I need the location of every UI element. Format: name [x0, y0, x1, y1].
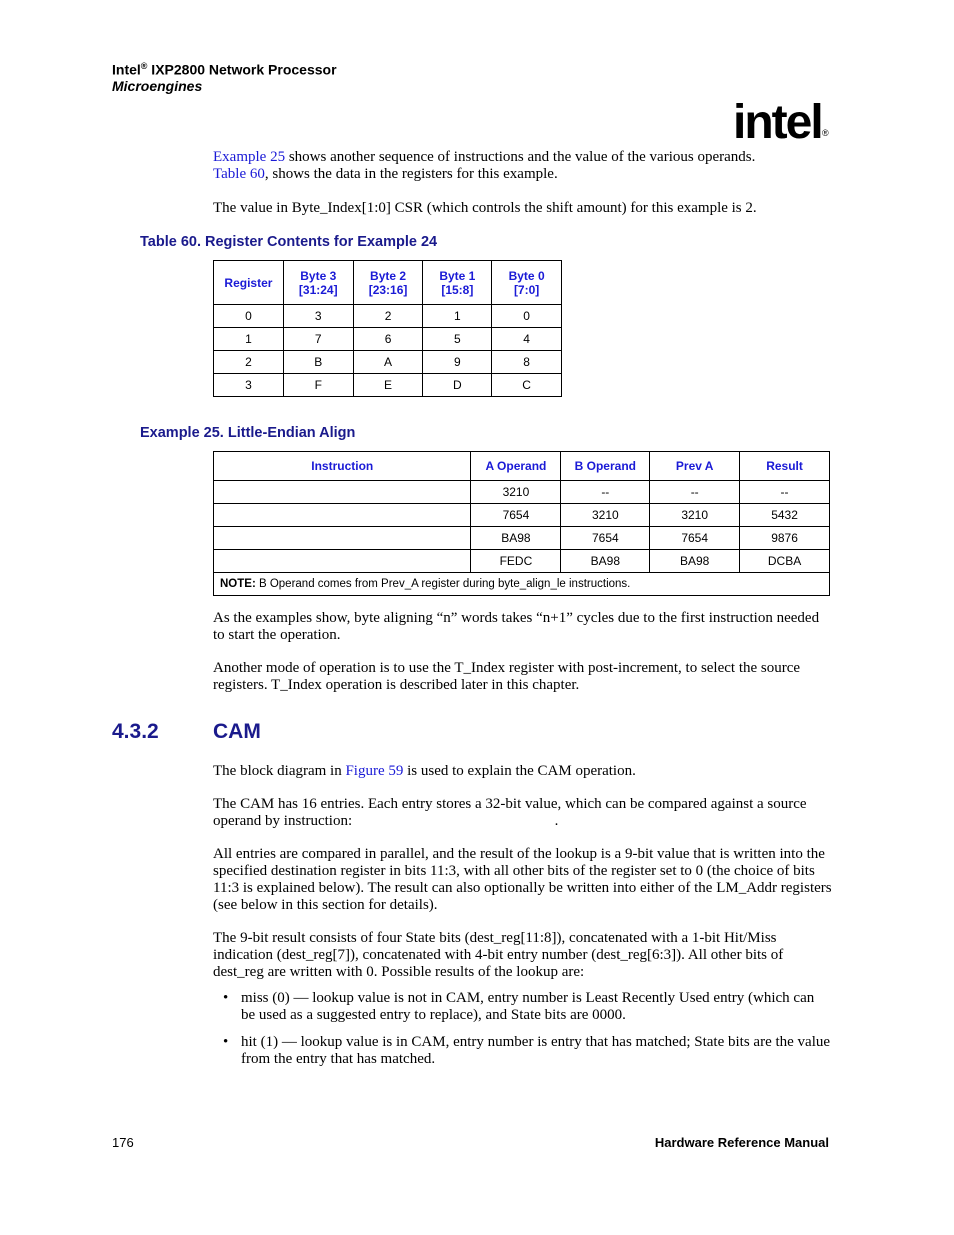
table-row: [214, 374, 562, 397]
table-row: [214, 527, 830, 550]
register-contents-table: [213, 260, 562, 397]
table-cell: 7654: [561, 527, 650, 550]
table-cell: BA98: [561, 550, 650, 573]
table-cell: 7654: [650, 527, 740, 550]
table-cell: DCBA: [740, 550, 830, 573]
bullet-marker: •: [223, 990, 229, 1006]
table-cell: 2: [353, 305, 423, 328]
table-cell: 5: [423, 328, 492, 351]
bullet-marker: •: [223, 1034, 229, 1050]
table-row: [214, 504, 830, 527]
col-header-byte1: Byte 1 [15:8]: [423, 261, 492, 305]
col-header-a-operand: A Operand: [471, 452, 561, 481]
table-cell: 9: [423, 351, 492, 374]
registered-mark: ®: [140, 61, 148, 71]
figure-59-link[interactable]: Figure 59: [345, 763, 404, 779]
table-cell: 1: [423, 305, 492, 328]
document-product-title: [112, 61, 337, 78]
page-number: 176: [112, 1135, 134, 1150]
intro-text-2: , shows the data in the registers for this example.: [264, 166, 558, 182]
table-row: [214, 305, 562, 328]
col-header-register: Register: [214, 261, 284, 305]
little-endian-align-table: [213, 451, 830, 596]
table-cell: --: [650, 481, 740, 504]
col-header-b-operand: B Operand: [561, 452, 650, 481]
table-cell: 0: [214, 305, 284, 328]
instruction-cell: [214, 550, 471, 573]
parallel-compare-paragraph: All entries are compared in parallel, and the result of the lookup is a 9-bit value that is written into the specified destination register in bits 11:3, with all other bits of the register set to 0 (the choice of bits 11:3 is explained below). The result can also optionally be written into either of the LM_Addr registers (see below in this section for details).: [213, 846, 832, 913]
t-index-paragraph: Another mode of operation is to use the T_Index register with post-increment, to select the source registers. T_Index operation is described later in this chapter.: [213, 660, 801, 693]
section-title: CAM: [213, 720, 261, 743]
intel-logo: [733, 92, 833, 152]
table-cell: 3210: [561, 504, 650, 527]
intro-paragraph: [213, 149, 833, 183]
table-cell: 3: [283, 305, 353, 328]
example-header-row: [214, 452, 830, 481]
table-60-caption: Table 60. Register Contents for Example 24: [140, 234, 438, 250]
note-text: B Operand comes from Prev_A register during byte_align_le instructions.: [255, 578, 631, 590]
document-section-name: Microengines: [112, 78, 203, 94]
table-note: [214, 573, 830, 596]
product-prefix: Intel: [112, 61, 141, 78]
col-header-byte2: Byte 2 [23:16]: [353, 261, 423, 305]
col-header-byte0: Byte 0 [7:0]: [492, 261, 562, 305]
section-number: 4.3.2: [112, 720, 159, 743]
manual-title: Hardware Reference Manual: [654, 1135, 829, 1150]
table-cell: 2: [214, 351, 284, 374]
table-cell: B: [283, 351, 353, 374]
byte-index-paragraph: The value in Byte_Index[1:0] CSR (which controls the shift amount) for this example is 2.: [213, 200, 757, 216]
col-header-instruction: Instruction: [214, 452, 471, 481]
cam-block-diagram-paragraph: [213, 763, 833, 780]
table-60-link[interactable]: Table 60: [213, 166, 265, 182]
bullet-hit: hit (1) — lookup value is in CAM, entry number is entry that has matched; State bits are the value from the entry that has matched.: [241, 1034, 831, 1067]
p1-text-pre: The block diagram in: [213, 763, 346, 779]
table-cell: 5432: [740, 504, 830, 527]
table-cell: 3210: [650, 504, 740, 527]
table-cell: 7: [283, 328, 353, 351]
table-cell: C: [492, 374, 562, 397]
table-row: [214, 328, 562, 351]
logo-wordmark: intel: [733, 96, 822, 149]
note-label: NOTE:: [220, 578, 256, 590]
table-cell: BA98: [471, 527, 561, 550]
example-25-link[interactable]: Example 25: [213, 149, 286, 165]
intro-text-1: shows another sequence of instructions and the value of the various operands.: [285, 149, 756, 165]
instruction-cell: [214, 481, 471, 504]
table-cell: F: [283, 374, 353, 397]
p1-text-post: is used to explain the CAM operation.: [403, 763, 636, 779]
table-cell: BA98: [650, 550, 740, 573]
byte-align-cycles-paragraph: As the examples show, byte aligning “n” words takes “n+1” cycles due to the first instruction needed to start the operation.: [213, 610, 820, 643]
table-row: [214, 481, 830, 504]
table-cell: --: [561, 481, 650, 504]
instruction-cell: [214, 504, 471, 527]
col-header-prev-a: Prev A: [650, 452, 740, 481]
product-name: IXP2800 Network Processor: [147, 61, 337, 78]
table-header-row: [214, 261, 562, 305]
col-header-byte3: Byte 3 [31:24]: [283, 261, 353, 305]
table-cell: D: [423, 374, 492, 397]
table-cell: E: [353, 374, 423, 397]
col-header-result: Result: [740, 452, 830, 481]
table-cell: 8: [492, 351, 562, 374]
example-25-caption: Example 25. Little-Endian Align: [140, 425, 356, 441]
instruction-cell: [214, 527, 471, 550]
table-row: [214, 550, 830, 573]
bullet-miss: miss (0) — lookup value is not in CAM, entry number is Least Recently Used entry (which can be used as a suggested entry to replace), and State bits are 0000.: [241, 990, 815, 1023]
table-cell: 9876: [740, 527, 830, 550]
table-cell: FEDC: [471, 550, 561, 573]
table-cell: 7654: [471, 504, 561, 527]
table-cell: 4: [492, 328, 562, 351]
table-cell: --: [740, 481, 830, 504]
logo-registered-mark: ®: [822, 128, 829, 138]
cam-entries-paragraph: The CAM has 16 entries. Each entry stores a 32-bit value, which can be compared against a source operand by instruction: .: [213, 796, 811, 829]
table-cell: 0: [492, 305, 562, 328]
table-cell: 6: [353, 328, 423, 351]
table-note-row: [214, 573, 830, 596]
table-cell: A: [353, 351, 423, 374]
table-row: [214, 351, 562, 374]
table-cell: 3210: [471, 481, 561, 504]
table-cell: 3: [214, 374, 284, 397]
table-cell: 1: [214, 328, 284, 351]
result-format-paragraph: The 9-bit result consists of four State bits (dest_reg[11:8]), concatenated with a 1-bit Hit/Miss indication (dest_reg[7]), concatenated with 4-bit entry number (dest_reg[6:3]). All other bits of dest_reg are written with 0. Possible results of the lookup are:: [213, 930, 784, 980]
